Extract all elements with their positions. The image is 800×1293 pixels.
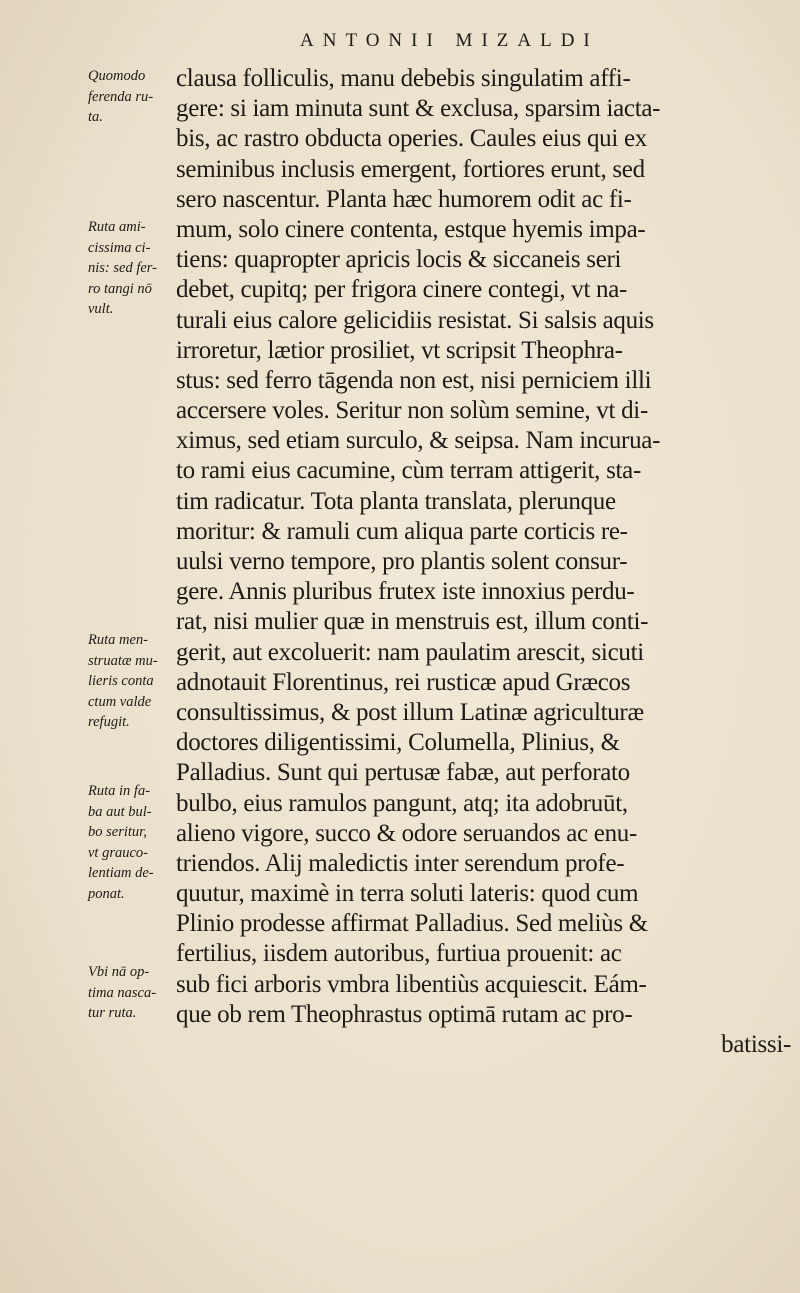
text-line: moritur: & ramuli cum aliqua parte corticis re- <box>176 517 628 545</box>
text-line: ximus, sed etiam surculo, & seipsa. Nam incurua- <box>176 427 661 455</box>
text-line: gere. Annis pluribus frutex iste innoxius perdu- <box>176 578 635 606</box>
text-line: consultissimus, & post illum Latinæ agriculturæ <box>176 698 644 726</box>
margin-note: Ruta ami- cissima ci- nis: sed fer- ro tangi nō vult. <box>88 219 157 317</box>
text-line: rat, nisi mulier quæ in menstruis est, illum conti- <box>176 608 649 636</box>
margin-note: Ruta men- struatæ mu- lieris conta ctum valde refugit. <box>88 632 158 730</box>
text-line: bulbo, eius ramulos pangunt, atq; ita adobruūt, <box>176 789 628 817</box>
text-line: tiens: quapropter apricis locis & siccaneis seri <box>176 246 622 274</box>
main-text <box>176 64 800 1060</box>
text-line: stus: sed ferro tāgenda non est, nisi perniciem illi <box>176 366 652 394</box>
text-line: batissi- <box>721 1031 791 1058</box>
text-line: turali eius calore gelicidiis resistat. Si salsis aquis <box>176 306 654 334</box>
text-line: mum, solo cinere contenta, estque hyemis impa- <box>176 215 646 243</box>
text-line: fertilius, iisdem autoribus, furtiua prouenit: ac <box>176 940 622 968</box>
text-line: bis, ac rastro obducta operies. Caules eius qui ex <box>176 125 647 153</box>
text-line: debet, cupitq; per frigora cinere contegi, vt na- <box>176 276 628 304</box>
text-line: quutur, maximè in terra soluti lateris: quod cum <box>176 880 639 908</box>
text-line: adnotauit Florentinus, rei rusticæ apud Græcos <box>176 668 631 696</box>
text-line: doctores diligentissimi, Columella, Plinius, & <box>176 729 620 757</box>
text-line: alieno vigore, succo & odore seruandos ac enu- <box>176 819 638 847</box>
text-line: Palladius. Sunt qui pertusæ fabæ, aut perforato <box>176 759 630 787</box>
text-line: gerit, aut excoluerit: nam paulatim arescit, sicuti <box>176 638 644 666</box>
text-line: gere: si iam minuta sunt & exclusa, sparsim iacta- <box>176 95 661 123</box>
text-line: triendos. Alij maledictis inter serendum profe- <box>176 849 625 877</box>
text-line: clausa folliculis, manu debebis singulatim affi- <box>176 65 631 92</box>
margin-note: Vbi nā op- tima nasca- tur ruta. <box>88 964 157 1021</box>
text-line: sub fici arboris vmbra libentiùs acquiescit. Eám- <box>176 970 647 998</box>
text-line: tim radicatur. Tota planta translata, plerunque <box>176 487 616 515</box>
text-line: sero nascentur. Planta hæc humorem odit ac fi- <box>176 185 632 213</box>
text-line: que ob rem Theophrastus optimā rutam ac pro- <box>176 1000 633 1028</box>
running-header: ANTONII MIZALDI <box>300 30 599 51</box>
text-line: seminibus inclusis emergent, fortiores erunt, sed <box>176 155 645 183</box>
text-line: accersere voles. Seritur non solùm semine, vt di- <box>176 397 648 425</box>
margin-note: Quomodo ferenda ru- ta. <box>88 68 154 125</box>
text-line: irroretur, lætior prosiliet, vt scripsit Theophra- <box>176 336 623 364</box>
text-line: to rami eius cacumine, cùm terram attigerit, sta- <box>176 457 641 485</box>
margin-note: Ruta in fa- ba aut bul- bo seritur, vt grauco- lentiam de- ponat. <box>88 783 154 902</box>
text-line: uulsi verno tempore, pro plantis solent consur- <box>176 548 628 575</box>
text-line: Plinio prodesse affirmat Palladius. Sed meliùs & <box>176 910 648 938</box>
